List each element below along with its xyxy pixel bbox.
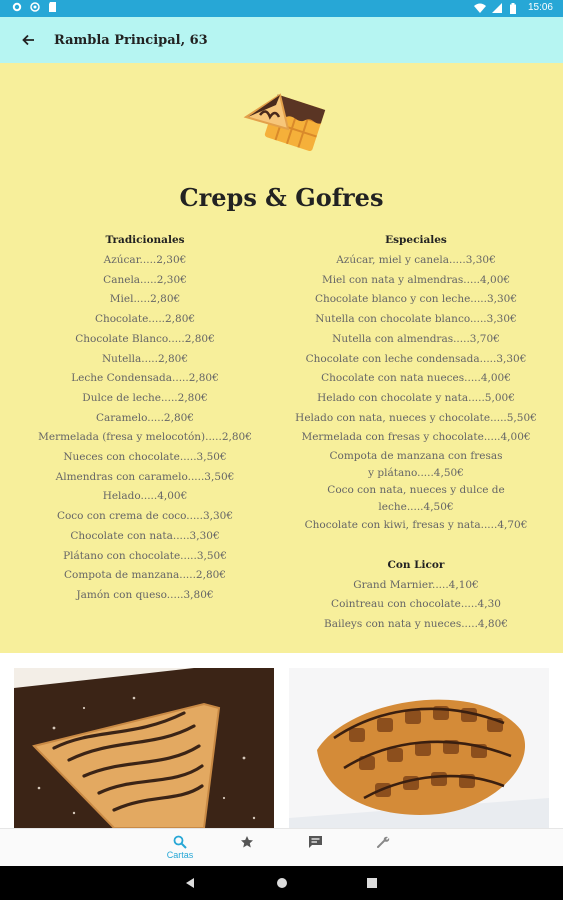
menu-item: Almendras con caramelo.....3,50€ bbox=[55, 470, 235, 483]
waffle-photo bbox=[289, 668, 549, 828]
nav-home-icon[interactable] bbox=[276, 877, 288, 889]
menu-item: Nutella con almendras.....3,70€ bbox=[332, 332, 500, 345]
section-title-tradicionales: Tradicionales bbox=[105, 234, 185, 246]
menu-item: Chocolate con kiwi, fresas y nata.....4,70€ bbox=[304, 519, 528, 532]
menu-item: Chocolate.....2,80€ bbox=[94, 313, 196, 326]
wifi-icon bbox=[474, 3, 484, 13]
menu-item: Coco con nata, nueces y dulce de leche.....4,50€ bbox=[327, 484, 505, 514]
menu-item: Azúcar.....2,30€ bbox=[103, 254, 187, 266]
especiales-column bbox=[286, 234, 546, 635]
menu-item: Cointreau con chocolate.....4,30 bbox=[331, 598, 501, 611]
status-time: 15:06 bbox=[527, 2, 553, 13]
menu-item: Nutella con chocolate blanco.....3,30€ bbox=[315, 313, 517, 326]
tab-settings[interactable] bbox=[363, 835, 403, 865]
menu-item: Canela.....2,30€ bbox=[103, 273, 187, 286]
menu-item: Nutella.....2,80€ bbox=[101, 352, 189, 365]
menu-item: Leche Condensada.....2,80€ bbox=[71, 372, 219, 385]
back-button[interactable] bbox=[18, 30, 38, 50]
signal-icon bbox=[492, 3, 502, 13]
crepe-waffle-logo bbox=[240, 83, 330, 153]
menu-item: Mermelada (fresa y melocotón).....2,80€ bbox=[38, 431, 252, 444]
app-bar bbox=[0, 17, 563, 63]
menu-item: Dulce de leche.....2,80€ bbox=[82, 391, 208, 404]
status-bar bbox=[0, 0, 563, 17]
menu-item: Coco con crema de coco.....3,30€ bbox=[56, 510, 234, 523]
battery-icon bbox=[510, 3, 520, 13]
menu-item: Helado con nata, nueces y chocolate.....5,50€ bbox=[295, 411, 537, 424]
menu-heading: Creps & Gofres bbox=[179, 183, 384, 212]
product-images bbox=[0, 653, 563, 828]
menu-item: Helado con chocolate y nata.....5,00€ bbox=[317, 391, 515, 404]
menu-item: Mermelada con fresas y chocolate.....4,00€ bbox=[301, 431, 531, 444]
menu-item: Azúcar, miel y canela.....3,30€ bbox=[336, 254, 496, 266]
search-icon bbox=[173, 835, 187, 849]
menu-item: Baileys con nata y nueces.....4,80€ bbox=[324, 618, 508, 631]
sd-card-icon bbox=[48, 2, 58, 12]
menu-item: Helado.....4,00€ bbox=[102, 490, 188, 503]
menu-item: Chocolate con nata nueces.....4,00€ bbox=[321, 372, 511, 385]
menu-item: Grand Marnier.....4,10€ bbox=[353, 578, 479, 591]
message-icon bbox=[308, 835, 323, 849]
wrench-icon bbox=[376, 835, 390, 849]
tab-label: Cartas bbox=[166, 850, 194, 860]
page-title: Rambla Principal, 63 bbox=[54, 32, 208, 48]
menu-item: Chocolate blanco y con leche.....3,30€ bbox=[314, 293, 518, 306]
menu-item: Chocolate Blanco.....2,80€ bbox=[75, 332, 215, 345]
menu-item: Compota de manzana.....2,80€ bbox=[64, 569, 226, 582]
settings-icon bbox=[12, 2, 22, 12]
menu-item: Chocolate con leche condensada.....3,30€ bbox=[305, 352, 527, 365]
menu-item: Jamón con queso.....3,80€ bbox=[76, 588, 214, 601]
crepe-photo bbox=[14, 668, 274, 828]
system-navigation-bar bbox=[0, 866, 563, 900]
menu-item: Miel con nata y almendras.....4,00€ bbox=[321, 273, 511, 286]
menu-item: Plátano con chocolate.....3,50€ bbox=[63, 549, 227, 562]
nav-back-icon[interactable] bbox=[184, 877, 196, 889]
arrow-back-icon bbox=[21, 33, 35, 47]
menu-card bbox=[0, 63, 563, 653]
section-title-con-licor: Con Licor bbox=[387, 558, 445, 571]
menu-item: Caramelo.....2,80€ bbox=[96, 411, 194, 424]
tradicionales-column bbox=[20, 234, 270, 606]
star-icon bbox=[240, 835, 254, 849]
menu-item: Chocolate con nata.....3,30€ bbox=[70, 529, 220, 542]
tab-messages[interactable] bbox=[295, 835, 335, 865]
sync-icon bbox=[30, 2, 40, 12]
bottom-navigation bbox=[0, 828, 563, 867]
section-title-especiales: Especiales bbox=[385, 234, 447, 246]
tab-favorites[interactable] bbox=[227, 835, 267, 865]
tab-cartas[interactable] bbox=[160, 835, 200, 865]
nav-recents-icon[interactable] bbox=[367, 878, 377, 888]
menu-item: Miel.....2,80€ bbox=[109, 293, 181, 306]
menu-item: Nueces con chocolate.....3,50€ bbox=[63, 451, 227, 464]
menu-item: Compota de manzana con fresas y plátano.....4,50€ bbox=[329, 450, 503, 480]
